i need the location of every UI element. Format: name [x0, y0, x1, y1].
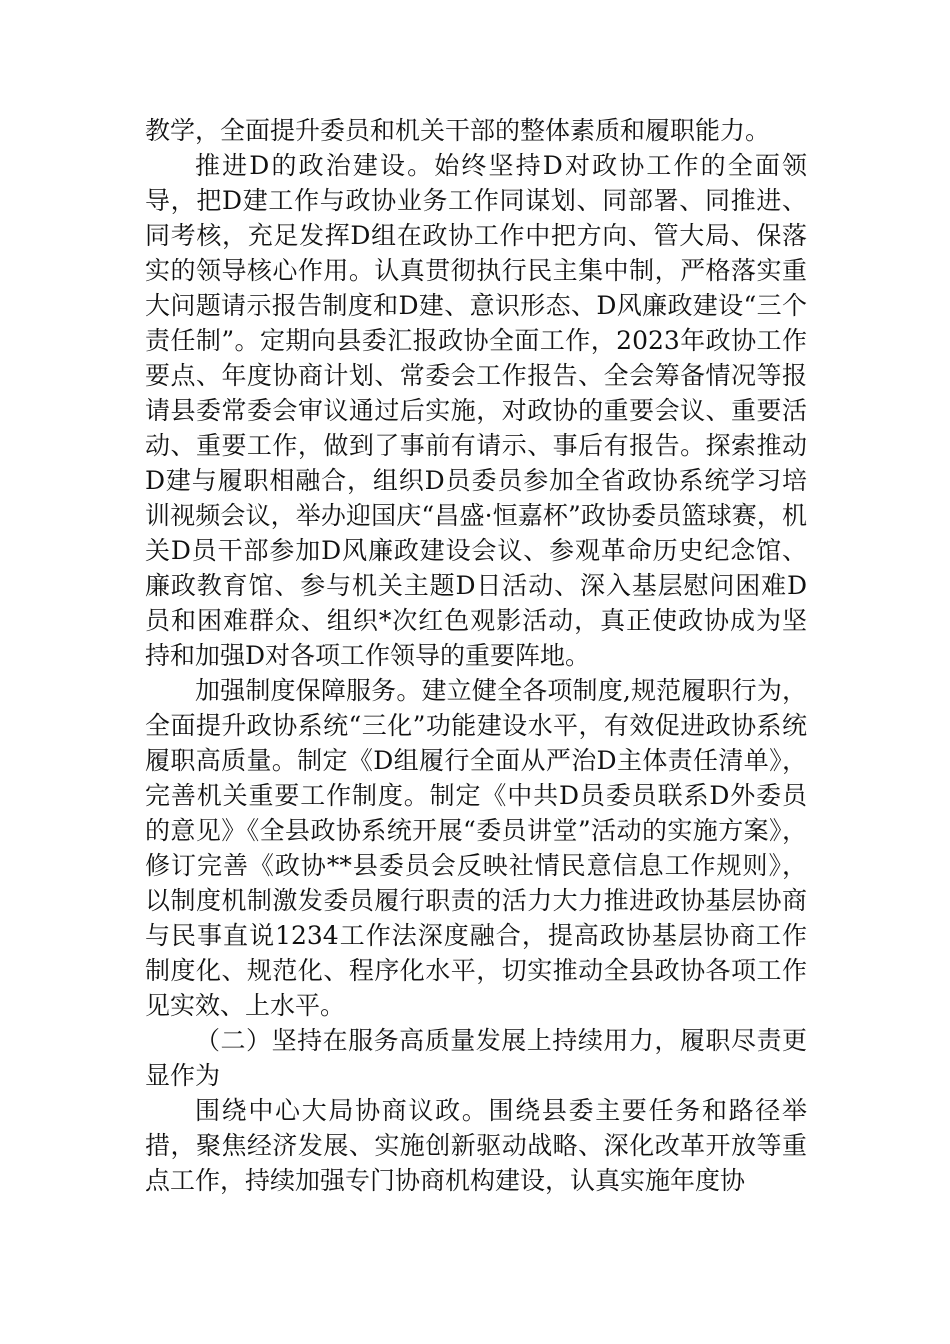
- paragraph-party-building: 推进D的政治建设。始终坚持D对政协工作的全面领导，把D建工作与政协业务工作同谋划、同部署、同推进、同考核，充足发挥D组在政协工作中把方向、管大局、保落实的领导核心作用。认真贯彻执行民主集中制，严格落实重大问题请示报告制度和D建、意识形态、D风廉政建设“三个责任制”。定期向县委汇报政协全面工作，2023年政协工作要点、年度协商计划、常委会工作报告、全会筹备情况等报请县委常委会审议通过后实施，对政协的重要会议、重要活动、重要工作，做到了事前有请示、事后有报告。探索推动D建与履职相融合，组织D员委员参加全省政协系统学习培训视频会议，举办迎国庆“昌盛·恒嘉杯”政协委员篮球赛，机关D员干部参加D风廉政建设会议、参观革命历史纪念馆、廉政教育馆、参与机关主题D日活动、深入基层慰问困难D员和困难群众、组织*次红色观影活动，真正使政协成为坚持和加强D对各项工作领导的重要阵地。: [145, 151, 807, 670]
- paragraph-continuation: 教学，全面提升委员和机关干部的整体素质和履职能力。: [145, 116, 771, 145]
- paragraph-system-guarantee: 加强制度保障服务。建立健全各项制度,规范履职行为，全面提升政协系统“三化”功能建设水平，有效促进政协系统履职高质量。制定《D组履行全面从严治D主体责任清单》，完善机关重要工作制度。制定《中共D员委员联系D外委员的意见》《全县政协系统开展“委员讲堂”活动的实施方案》，修订完善《政协**县委员会反映社情民意信息工作规则》，以制度机制激发委员履行职责的活力大力推进政协基层协商与民事直说1234工作法深度融合，提高政协基层协商工作制度化、规范化、程序化水平，切实推动全县政协各项工作见实效、上水平。: [145, 676, 807, 1020]
- paragraph-central-consultation: 围绕中心大局协商议政。围绕县委主要任务和路径举措，聚焦经济发展、实施创新驱动战略、深化改革开放等重点工作，持续加强专门协商机构建设，认真实施年度协: [145, 1096, 807, 1195]
- section-heading: （二）坚持在服务高质量发展上持续用力，履职尽责更显作为: [145, 1026, 807, 1090]
- document-body: [145, 113, 807, 1198]
